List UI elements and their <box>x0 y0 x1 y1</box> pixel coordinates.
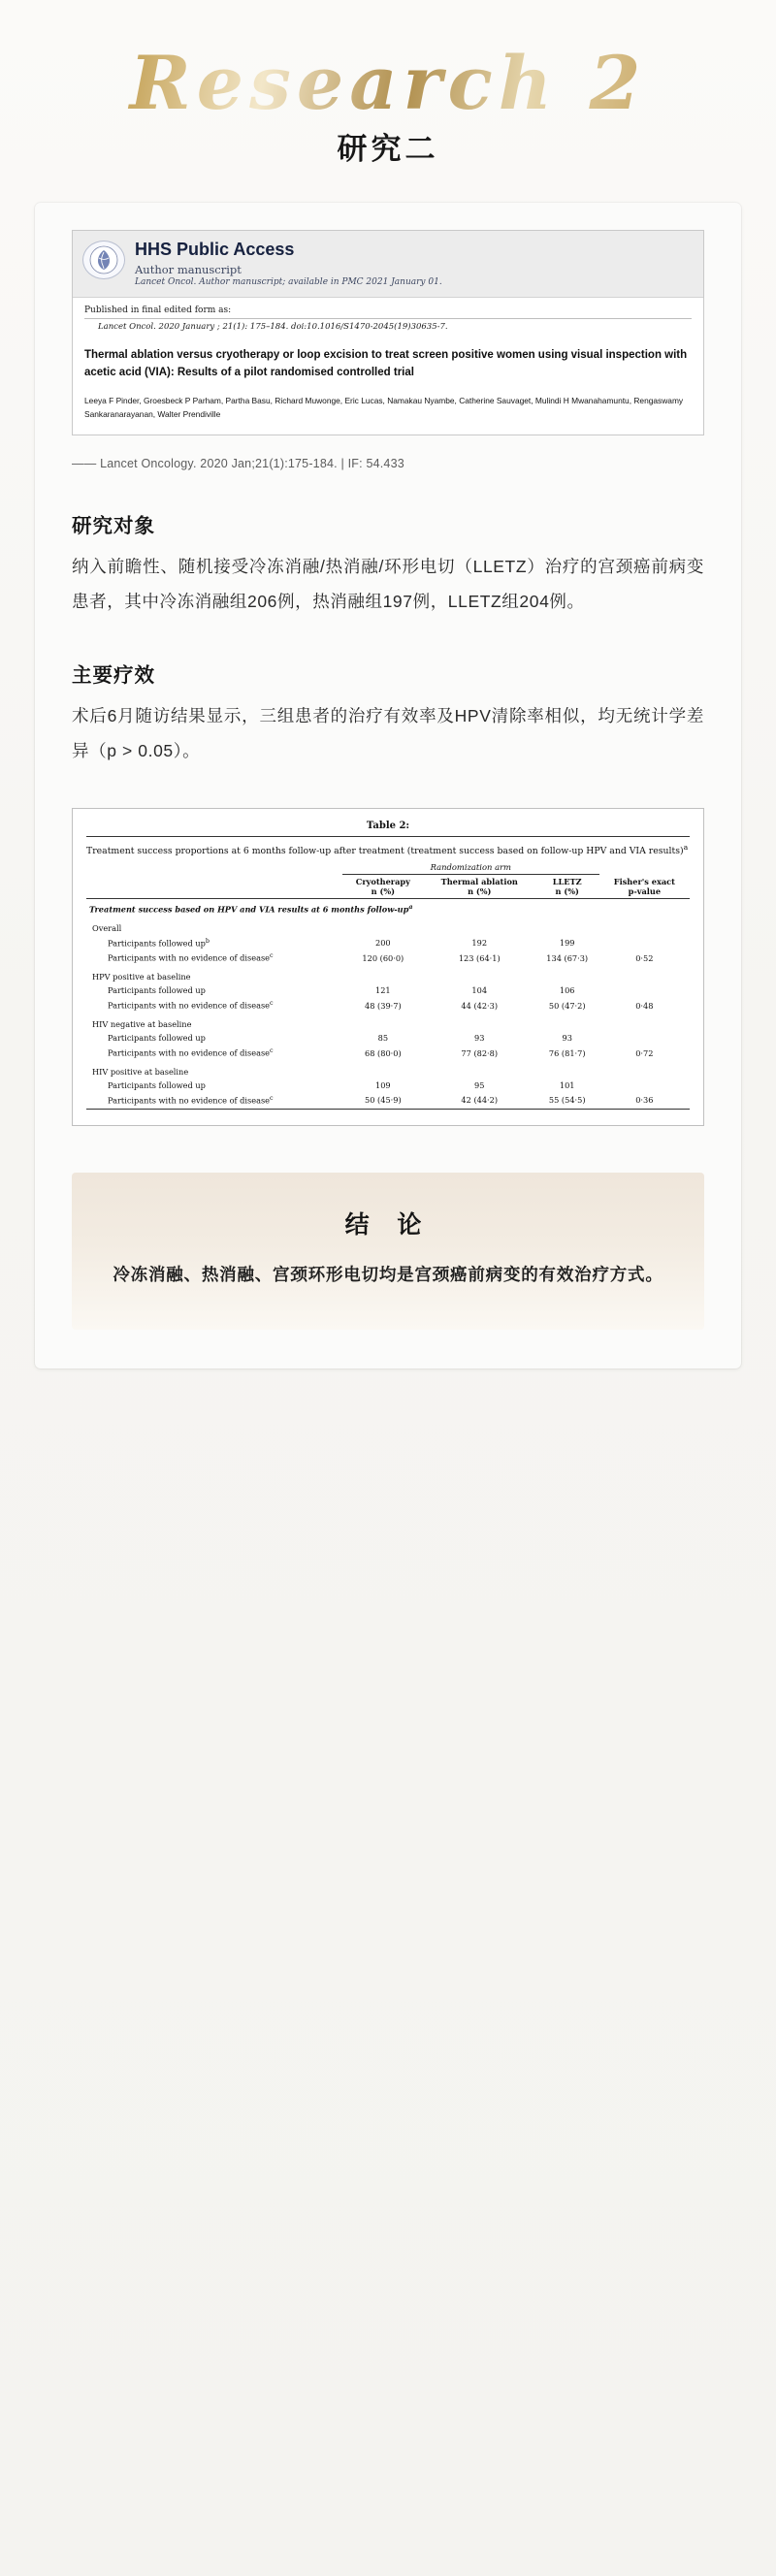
table-cell <box>342 921 424 935</box>
table-row-label: Participants with no evidence of disease$^c$ <box>108 1093 274 1106</box>
source-citation: —— Lancet Oncology. 2020 Jan;21(1):175-184. | IF: 54.433 <box>72 457 404 471</box>
table-row-label: Participants followed up <box>108 1032 206 1043</box>
table-cell: 0·36 <box>635 1095 654 1106</box>
section-subjects-heading: 研究对象 <box>72 514 155 538</box>
table-caption: Treatment success proportions at 6 months follow-up after treatment (treatment success based on follow-up HPV and VIA results)$^a$ <box>86 836 690 858</box>
table-cell: 0·52 <box>635 953 654 964</box>
hhs-title: HHS Public Access <box>135 240 295 259</box>
table-row <box>86 1031 690 1045</box>
table-cell: 42 (44·2) <box>461 1095 499 1106</box>
table-bottom-rule <box>86 1107 690 1109</box>
conclusion-box <box>72 1173 704 1330</box>
section-efficacy-body: 术后6月随访结果显示，三组患者的治疗有效率及HPV清除率相似，均无统计学差异（p > 0.05）。 <box>72 706 704 760</box>
table-column-header <box>86 874 342 898</box>
table-cell <box>599 921 690 935</box>
table-column-header: LLETZ n (%) <box>552 876 582 896</box>
table-cell: 121 <box>375 985 391 996</box>
table-cell <box>599 1031 690 1045</box>
table-row <box>86 1017 690 1031</box>
table-cell: 48 (39·7) <box>365 1000 402 1011</box>
hhs-seal-icon <box>82 241 125 279</box>
hhs-subtitle: Author manuscript <box>135 262 242 276</box>
table-cell <box>599 1065 690 1079</box>
table-row-label: HIV positive at baseline <box>92 1066 189 1077</box>
table-row-label: HIV negative at baseline <box>92 1018 192 1029</box>
paper-banner <box>73 231 703 298</box>
table-cell: 95 <box>474 1079 485 1090</box>
table-cell <box>342 970 424 983</box>
table-header-row <box>86 874 690 898</box>
table-cell <box>599 983 690 997</box>
table-cell: 50 (45·9) <box>365 1095 402 1106</box>
table-row <box>86 935 690 950</box>
figure-table2 <box>72 808 704 1126</box>
published-reference: Lancet Oncol. 2020 January ; 21(1): 175–184. doi:10.1016/S1470-2045(19)30635-7. <box>98 321 448 332</box>
table-cell: 55 (54·5) <box>548 1095 586 1106</box>
table-cell <box>535 1065 599 1079</box>
table-row <box>86 950 690 965</box>
table-cell <box>599 1017 690 1031</box>
paper-thumbnail <box>72 230 704 435</box>
header <box>0 0 776 168</box>
table-row-label: HPV positive at baseline <box>92 972 191 982</box>
table-cell: 76 (81·7) <box>548 1047 586 1058</box>
table-cell <box>599 935 690 950</box>
published-label: Published in final edited form as: <box>84 306 692 319</box>
table-cell: 106 <box>559 985 575 996</box>
paper-title: Thermal ablation versus cryotherapy or loop excision to treat screen positive women using visual inspection with acetic acid (VIA): Results of a pilot randomised controlled trial <box>84 348 688 378</box>
table-cell <box>342 1017 424 1031</box>
results-table <box>86 860 690 1110</box>
table-column-header: Fisher's exact p-value <box>613 876 675 896</box>
table-cell <box>535 970 599 983</box>
table-cell: 104 <box>471 985 488 996</box>
table-cell: 0·72 <box>635 1047 654 1058</box>
table-cell <box>599 1079 690 1092</box>
section-efficacy-heading: 主要疗效 <box>72 663 155 688</box>
section-subjects-body: 纳入前瞻性、随机接受冷冻消融/热消融/环形电切（LLETZ）治疗的宫颈癌前病变患者，其中冷冻消融组206例，热消融组197例，LLETZ组204例。 <box>72 557 704 612</box>
page-title-script: Research 2 <box>0 47 776 120</box>
table-cell: 68 (80·0) <box>365 1047 402 1058</box>
table-cell <box>599 970 690 983</box>
table-column-header: Cryotherapy n (%) <box>355 876 410 896</box>
table-cell <box>342 1065 424 1079</box>
table-row-label: Overall <box>92 922 122 933</box>
table-group-header: Randomization arm <box>342 860 599 875</box>
table-cell <box>424 970 535 983</box>
table-column-header: Thermal ablation n (%) <box>440 876 518 896</box>
table-row <box>86 1065 690 1079</box>
table-cell <box>535 921 599 935</box>
conclusion-heading: 结 论 <box>344 1209 432 1239</box>
table-row <box>86 1045 690 1060</box>
table-cell: 200 <box>375 938 391 949</box>
table-cell: 77 (82·8) <box>461 1047 499 1058</box>
table-row-label: Participants with no evidence of disease$^c$ <box>108 1046 274 1058</box>
table-cell: 0·48 <box>635 1000 654 1011</box>
table-label: Table 2: <box>366 820 410 831</box>
table-row-label: Participants followed up <box>108 1079 206 1090</box>
table-row <box>86 970 690 983</box>
table-row <box>86 983 690 997</box>
table-row-label: Participants with no evidence of disease$^c$ <box>108 951 274 964</box>
table-cell: 199 <box>559 938 575 949</box>
paper-authors: Leeya F Pinder, Groesbeck P Parham, Partha Basu, Richard Muwonge, Eric Lucas, Namakau Nyambe, Catherine Sauvaget, Mulindi H Mwanahamuntu, Rengaswamy Sankaranarayanan, Walter Prendiville <box>84 396 684 419</box>
table-row-label: Participants followed $up^b$ <box>108 936 210 949</box>
table-cell: 93 <box>562 1032 572 1043</box>
hhs-citation: Lancet Oncol. Author manuscript; available in PMC 2021 January 01. <box>135 276 442 287</box>
table-row <box>86 1092 690 1108</box>
table-cell <box>535 1017 599 1031</box>
table-cell: 44 (42·3) <box>461 1000 499 1011</box>
table-cell: 192 <box>471 938 488 949</box>
table-cell <box>424 1017 535 1031</box>
table-cell: 109 <box>375 1079 391 1090</box>
table-row-label: Participants with no evidence of disease$^c$ <box>108 999 274 1011</box>
section-efficacy <box>72 659 704 769</box>
content-card <box>35 203 741 1368</box>
table-row <box>86 997 690 1013</box>
table-row-label: Participants followed up <box>108 985 206 996</box>
section-subjects <box>72 509 704 620</box>
table-cell: 93 <box>474 1032 485 1043</box>
table-cell: 85 <box>377 1032 389 1043</box>
page-title-cn: 研究二 <box>337 132 439 167</box>
conclusion-body: 冷冻消融、热消融、宫颈环形电切均是宫颈癌前病变的有效治疗方式。 <box>113 1264 663 1284</box>
table-cell: 123 (64·1) <box>458 953 501 964</box>
table-cell: 134 (67·3) <box>546 953 589 964</box>
table-row <box>86 1079 690 1092</box>
table-cell: 120 (60·0) <box>362 953 404 964</box>
table-row <box>86 921 690 935</box>
table-cell <box>424 1065 535 1079</box>
table-section-title: Treatment success based on HPV and VIA results at 6 months follow-$up^a$ <box>86 898 690 916</box>
table-cell: 101 <box>559 1079 575 1090</box>
table-cell: 50 (47·2) <box>548 1000 586 1011</box>
table-cell <box>424 921 535 935</box>
